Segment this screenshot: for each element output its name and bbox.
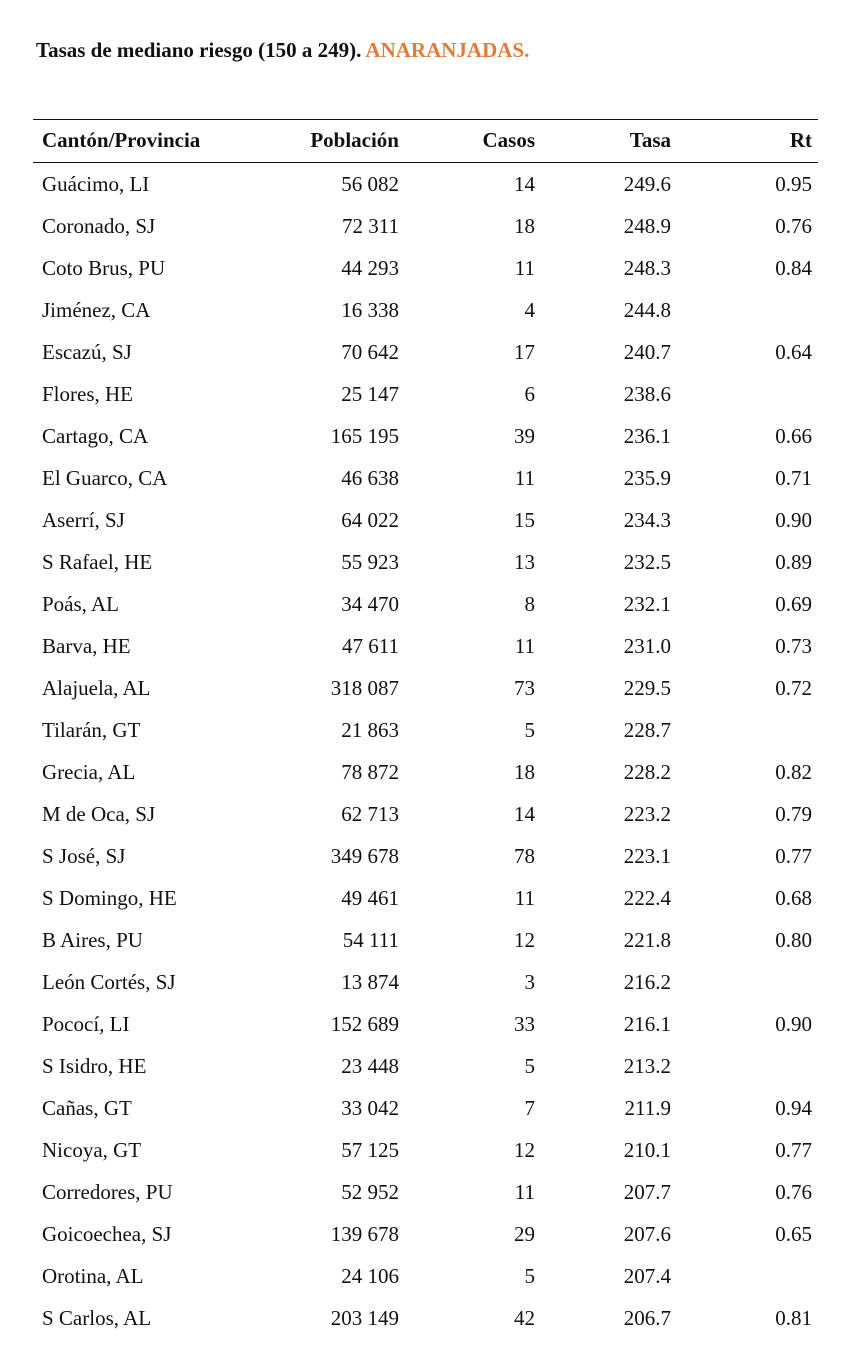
table-row	[33, 1213, 818, 1255]
casos-cell: 11	[514, 255, 535, 280]
table-row	[33, 1087, 818, 1129]
table-row	[33, 1297, 818, 1339]
casos-cell: 7	[524, 1095, 535, 1120]
casos-cell: 11	[514, 465, 535, 490]
tasa-cell: 223.1	[623, 843, 671, 868]
column-header-rt: Rt	[789, 127, 812, 152]
tasa-cell: 228.7	[623, 717, 671, 742]
rt-cell: 0.84	[775, 255, 812, 280]
poblacion-cell: 49 461	[341, 885, 399, 910]
table-row	[33, 499, 818, 541]
casos-cell: 39	[514, 423, 535, 448]
tasa-cell: 232.1	[623, 591, 671, 616]
canton-cell: S Isidro, HE	[42, 1053, 147, 1078]
casos-cell: 11	[514, 1179, 535, 1204]
rt-cell: 0.76	[775, 1179, 812, 1204]
poblacion-cell: 72 311	[342, 213, 399, 238]
canton-cell: S Carlos, AL	[42, 1305, 152, 1330]
table-row	[33, 1045, 818, 1087]
rt-cell: 0.73	[775, 633, 812, 658]
rt-cell	[677, 373, 818, 415]
tasa-cell: 216.2	[623, 969, 671, 994]
canton-cell: Escazú, SJ	[42, 339, 132, 364]
poblacion-cell: 46 638	[341, 465, 399, 490]
canton-cell: Poás, AL	[42, 591, 120, 616]
table-row	[33, 541, 818, 583]
canton-cell: B Aires, PU	[42, 927, 143, 952]
tasa-cell: 216.1	[623, 1011, 671, 1036]
canton-cell: S Rafael, HE	[42, 549, 153, 574]
casos-cell: 5	[524, 1263, 535, 1288]
poblacion-cell: 52 952	[341, 1179, 399, 1204]
table-row	[33, 793, 818, 835]
table-row	[33, 1171, 818, 1213]
canton-cell: Aserrí, SJ	[42, 507, 125, 532]
table-row	[33, 205, 818, 247]
poblacion-cell: 34 470	[341, 591, 399, 616]
tasa-cell: 207.4	[623, 1263, 671, 1288]
canton-cell: Nicoya, GT	[42, 1137, 142, 1162]
rt-cell: 0.81	[775, 1305, 812, 1330]
poblacion-cell: 23 448	[341, 1053, 399, 1078]
rt-cell: 0.66	[775, 423, 812, 448]
poblacion-cell: 57 125	[341, 1137, 399, 1162]
table-row	[33, 1003, 818, 1045]
canton-cell: León Cortés, SJ	[42, 969, 176, 994]
column-header-casos: Casos	[482, 127, 535, 152]
tasa-cell: 236.1	[623, 423, 671, 448]
casos-cell: 12	[514, 927, 535, 952]
rt-cell: 0.90	[775, 507, 812, 532]
rt-cell	[677, 1255, 818, 1297]
risk-level-label: ANARANJADAS.	[365, 38, 530, 62]
canton-cell: S José, SJ	[42, 843, 126, 868]
canton-cell: Flores, HE	[42, 381, 133, 406]
table-row	[33, 457, 818, 499]
canton-cell: Coronado, SJ	[42, 213, 156, 238]
tasa-cell: 228.2	[623, 759, 671, 784]
risk-table	[33, 119, 818, 1339]
casos-cell: 18	[514, 213, 535, 238]
casos-cell: 12	[514, 1137, 535, 1162]
tasa-cell: 248.9	[623, 213, 671, 238]
casos-cell: 14	[514, 171, 535, 196]
table-row	[33, 163, 818, 206]
rt-cell: 0.80	[775, 927, 812, 952]
canton-cell: Pococí, LI	[42, 1011, 130, 1036]
casos-cell: 5	[524, 717, 535, 742]
tasa-cell: 207.7	[623, 1179, 671, 1204]
casos-cell: 13	[514, 549, 535, 574]
canton-cell: Guácimo, LI	[42, 171, 150, 196]
rt-cell: 0.72	[775, 675, 812, 700]
casos-cell: 14	[514, 801, 535, 826]
column-header-canton: Cantón/Provincia	[42, 127, 201, 152]
table-row	[33, 961, 818, 1003]
canton-cell: Alajuela, AL	[42, 675, 151, 700]
canton-cell: Corredores, PU	[42, 1179, 173, 1204]
poblacion-cell: 349 678	[330, 843, 399, 868]
rt-cell	[677, 289, 818, 331]
casos-cell: 8	[524, 591, 535, 616]
poblacion-cell: 33 042	[341, 1095, 399, 1120]
rt-cell: 0.77	[775, 1137, 812, 1162]
rt-cell: 0.90	[775, 1011, 812, 1036]
canton-cell: Jiménez, CA	[42, 297, 151, 322]
rt-cell	[677, 1045, 818, 1087]
rt-cell: 0.82	[775, 759, 812, 784]
rt-cell: 0.94	[775, 1095, 812, 1120]
poblacion-cell: 21 863	[341, 717, 399, 742]
rt-cell: 0.89	[775, 549, 812, 574]
tasa-cell: 210.1	[623, 1137, 671, 1162]
table-row	[33, 625, 818, 667]
tasa-cell: 207.6	[623, 1221, 671, 1246]
poblacion-cell: 54 111	[342, 927, 399, 952]
table-row	[33, 835, 818, 877]
casos-cell: 78	[514, 843, 535, 868]
table-row	[33, 247, 818, 289]
poblacion-cell: 56 082	[341, 171, 399, 196]
canton-cell: Coto Brus, PU	[42, 255, 166, 280]
poblacion-cell: 78 872	[341, 759, 399, 784]
poblacion-cell: 16 338	[341, 297, 399, 322]
page-title	[36, 38, 529, 63]
poblacion-cell: 62 713	[341, 801, 399, 826]
tasa-cell: 234.3	[623, 507, 671, 532]
tasa-cell: 229.5	[623, 675, 671, 700]
casos-cell: 5	[524, 1053, 535, 1078]
casos-cell: 29	[514, 1221, 535, 1246]
canton-cell: Cañas, GT	[42, 1095, 132, 1120]
tasa-cell: 248.3	[623, 255, 671, 280]
poblacion-cell: 64 022	[341, 507, 399, 532]
table-header-row	[33, 120, 818, 163]
tasa-cell: 222.4	[623, 885, 671, 910]
casos-cell: 4	[524, 297, 535, 322]
poblacion-cell: 165 195	[330, 423, 399, 448]
casos-cell: 11	[514, 885, 535, 910]
tasa-cell: 213.2	[623, 1053, 671, 1078]
canton-cell: Tilarán, GT	[42, 717, 141, 742]
poblacion-cell: 152 689	[330, 1011, 399, 1036]
table-row	[33, 709, 818, 751]
rt-cell: 0.76	[775, 213, 812, 238]
casos-cell: 33	[514, 1011, 535, 1036]
tasa-cell: 249.6	[623, 171, 671, 196]
canton-cell: S Domingo, HE	[42, 885, 177, 910]
tasa-cell: 244.8	[623, 297, 671, 322]
rt-cell	[677, 961, 818, 1003]
table-row	[33, 373, 818, 415]
poblacion-cell: 24 106	[341, 1263, 399, 1288]
rt-cell: 0.68	[775, 885, 812, 910]
casos-cell: 73	[514, 675, 535, 700]
rt-cell: 0.71	[775, 465, 812, 490]
tasa-cell: 235.9	[623, 465, 671, 490]
canton-cell: M de Oca, SJ	[42, 801, 156, 826]
canton-cell: Orotina, AL	[42, 1263, 144, 1288]
rt-cell: 0.79	[775, 801, 812, 826]
tasa-cell: 231.0	[623, 633, 671, 658]
table-row	[33, 877, 818, 919]
canton-cell: Cartago, CA	[42, 423, 149, 448]
column-header-poblacion: Población	[310, 127, 399, 152]
tasa-cell: 211.9	[624, 1095, 671, 1120]
poblacion-cell: 203 149	[330, 1305, 399, 1330]
table-row	[33, 751, 818, 793]
casos-cell: 6	[524, 381, 535, 406]
table-row	[33, 331, 818, 373]
table-row	[33, 289, 818, 331]
poblacion-cell: 318 087	[330, 675, 399, 700]
table-row	[33, 919, 818, 961]
table-row	[33, 415, 818, 457]
tasa-cell: 206.7	[623, 1305, 671, 1330]
canton-cell: El Guarco, CA	[42, 465, 168, 490]
rt-cell: 0.77	[775, 843, 812, 868]
canton-cell: Goicoechea, SJ	[42, 1221, 172, 1246]
table-row	[33, 1255, 818, 1297]
table-row	[33, 1129, 818, 1171]
tasa-cell: 240.7	[623, 339, 671, 364]
casos-cell: 3	[524, 969, 535, 994]
rt-cell: 0.95	[775, 171, 812, 196]
poblacion-cell: 44 293	[341, 255, 399, 280]
rt-cell: 0.65	[775, 1221, 812, 1246]
canton-cell: Barva, HE	[42, 633, 131, 658]
table-row	[33, 667, 818, 709]
poblacion-cell: 25 147	[341, 381, 399, 406]
tasa-cell: 232.5	[623, 549, 671, 574]
table-row	[33, 583, 818, 625]
poblacion-cell: 139 678	[330, 1221, 399, 1246]
casos-cell: 42	[514, 1305, 535, 1330]
casos-cell: 15	[514, 507, 535, 532]
column-header-tasa: Tasa	[629, 127, 671, 152]
canton-cell: Grecia, AL	[42, 759, 136, 784]
tasa-cell: 238.6	[623, 381, 671, 406]
poblacion-cell: 70 642	[341, 339, 399, 364]
poblacion-cell: 55 923	[341, 549, 399, 574]
rt-cell: 0.69	[775, 591, 812, 616]
rt-cell	[677, 709, 818, 751]
title-text: Tasas de mediano riesgo (150 a 249).	[36, 38, 362, 62]
casos-cell: 11	[514, 633, 535, 658]
table-body	[33, 163, 818, 1340]
casos-cell: 18	[514, 759, 535, 784]
casos-cell: 17	[514, 339, 535, 364]
tasa-cell: 223.2	[623, 801, 671, 826]
poblacion-cell: 13 874	[341, 969, 399, 994]
rt-cell: 0.64	[775, 339, 812, 364]
tasa-cell: 221.8	[623, 927, 671, 952]
poblacion-cell: 47 611	[342, 633, 399, 658]
